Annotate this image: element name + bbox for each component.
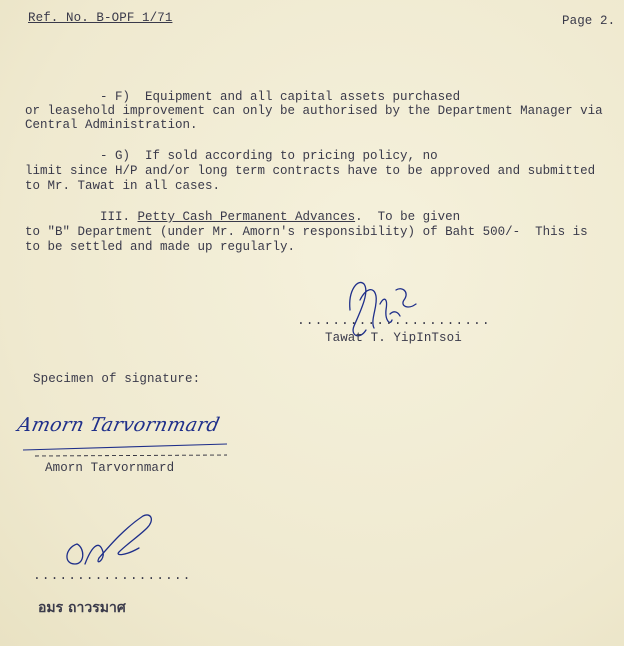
thai-signature-line: .................. (33, 568, 192, 583)
amorn-signature-underline (15, 436, 235, 458)
clause-f-line1: - F) Equipment and all capital assets purchased (25, 90, 461, 104)
signature-line: ...................... (297, 313, 491, 328)
reference-number: Ref. No. B-OPF 1/71 (28, 11, 173, 25)
clause-iii-line3: to be settled and made up regularly. (25, 240, 296, 254)
clause-g-line2: limit since H/P and/or long term contracts have to be approved and submitted (25, 164, 596, 178)
clause-g-line1: - G) If sold according to pricing policy, no (25, 149, 438, 163)
clause-iii-suffix: . To be given (355, 210, 461, 224)
thai-printed-name: อมร ถาวรมาศ (38, 600, 126, 616)
clause-iii-line2: to "B" Department (under Mr. Amorn's responsibility) of Baht 500/- This is (25, 225, 588, 239)
clause-iii-line1 (25, 210, 460, 225)
clause-f-line3: Central Administration. (25, 118, 198, 132)
page-number: Page 2. (562, 14, 616, 28)
clause-f-line2: or leasehold improvement can only be authorised by the Department Manager via (25, 104, 603, 118)
amorn-signature-script: Amorn Tarvornmard (15, 414, 222, 436)
clause-iii-title: Petty Cash Permanent Advances (137, 210, 356, 224)
signatory-name: Tawat T. YipInTsoi (325, 331, 462, 345)
amorn-printed-name: Amorn Tarvornmard (45, 461, 175, 475)
clause-g-line3: to Mr. Tawat in all cases. (25, 179, 221, 193)
clause-iii-prefix: III. (25, 210, 138, 224)
specimen-label: Specimen of signature: (33, 372, 201, 386)
